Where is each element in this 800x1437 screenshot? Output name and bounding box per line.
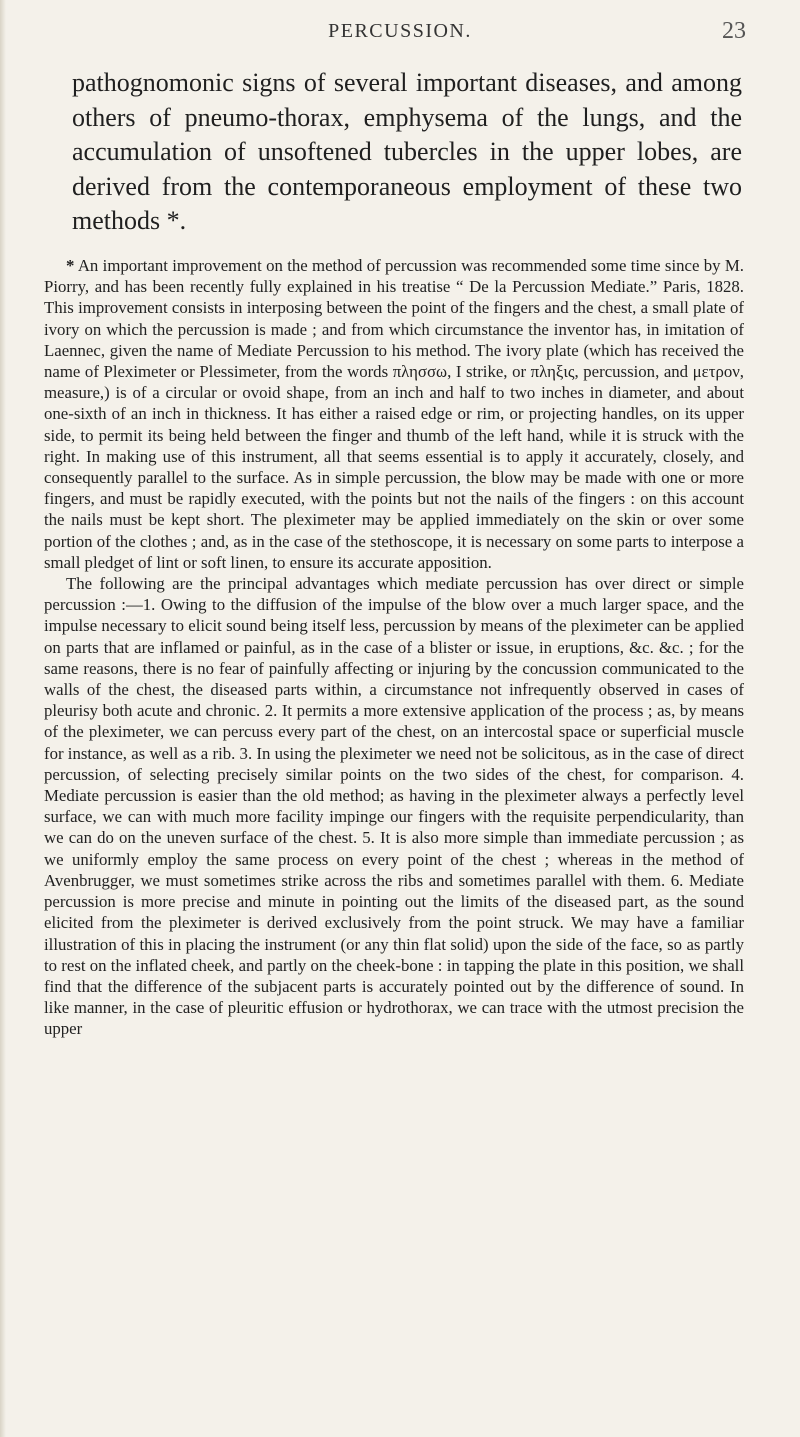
main-text-paragraph: pathognomonic signs of several important diseases, and among others of pneumo-thorax, emphysema of the lungs, and the accumulation of unsoftened tubercles in the upper lobes, are derived from the contemporaneous employment of these two methods *. — [72, 68, 742, 235]
running-head: PERCUSSION. — [328, 20, 472, 42]
page-number: 23 — [722, 18, 746, 44]
footnote-paragraph-1 — [44, 255, 744, 573]
page-header — [0, 16, 800, 50]
footnote-paragraph-1-text: An important improvement on the method of percussion was recommended some time since by M. Piorry, and has been recently fully explained in his treatise “ De la Percussion Mediate.” Paris, 1828. This improvement consists in interposing between the point of the fingers and the chest, a small plate of ivory on which the percussion is made ; and from which circumstance the inventor has, in imitation of Laennec, given the name of Mediate Percussion to his method. The ivory plate (which has received the name of Pleximeter or Plessimeter, from the words πλησσω, I strike, or πληξις, percussion, and μετρον, measure,) is of a circular or ovoid shape, from an inch and half to two inches in diameter, and about one-sixth of an inch in thickness. It has either a raised edge or rim, or projecting handles, on its upper side, to permit its being held between the finger and thumb of the left hand, while it is struck with the right. In making use of this instrument, all that seems essential is to apply it accurately, closely, and consequently parallel to the surface. As in simple percussion, the blow may be made with one or more fingers, and must be rapidly executed, with the points but not the nails of the fingers : on this account the nails must be kept short. The pleximeter may be applied immediately on the skin or over some portion of the clothes ; and, as in the case of the stethoscope, it is necessary on some parts to interpose a small pledget of lint or soft linen, to ensure its accurate apposition. — [44, 256, 744, 572]
footnote-marker: * — [66, 256, 75, 275]
footnote — [44, 255, 744, 1040]
footnote-paragraph-2: The following are the principal advantages which mediate percussion has over direct or simple percussion :—1. Owing to the diffusion of the impulse of the blow over a much larger space, and the impulse necessary to elicit sound being itself less, percussion by means of the pleximeter can be applied on parts that are inflamed or painful, as in the case of a blister or issue, in eruptions, &c. &c. ; for the same reasons, there is no fear of painfully affecting or injuring by the concussion communicated to the walls of the chest, the diseased parts within, a circumstance not infrequently observed in cases of pleurisy both acute and chronic. 2. It permits a more extensive application of the process ; as, by means of the pleximeter, we can percuss every part of the chest, on an intercostal space or superficial muscle for instance, as well as a rib. 3. In using the pleximeter we need not be solicitous, as in the case of direct percussion, of selecting precisely similar points on the two sides of the chest, for comparison. 4. Mediate percussion is easier than the old method; as having in the pleximeter always a perfectly level surface, we can with much more facility impinge our fingers with the requisite perpendicularity, than we can do on the uneven surface of the chest. 5. It is also more simple than immediate percussion ; as we uniformly employ the same process on every point of the chest ; whereas in the method of Avenbrugger, we must sometimes strike across the ribs and sometimes parallel with them. 6. Mediate percussion is more precise and minute in pointing out the limits of the diseased part, as the sound elicited from the pleximeter is derived exclusively from the point struck. We may have a familiar illustration of this in placing the instrument (or any thin flat solid) upon the side of the face, so as partly to rest on the inflated cheek, and partly on the cheek-bone : in tapping the plate in this position, we shall find that the difference of the subjacent parts is accurately pointed out by the difference of sound. In like manner, in the case of pleuritic effusion or hydrothorax, we can trace with the utmost precision the upper — [44, 574, 744, 1039]
page-binding-edge — [0, 0, 6, 1437]
